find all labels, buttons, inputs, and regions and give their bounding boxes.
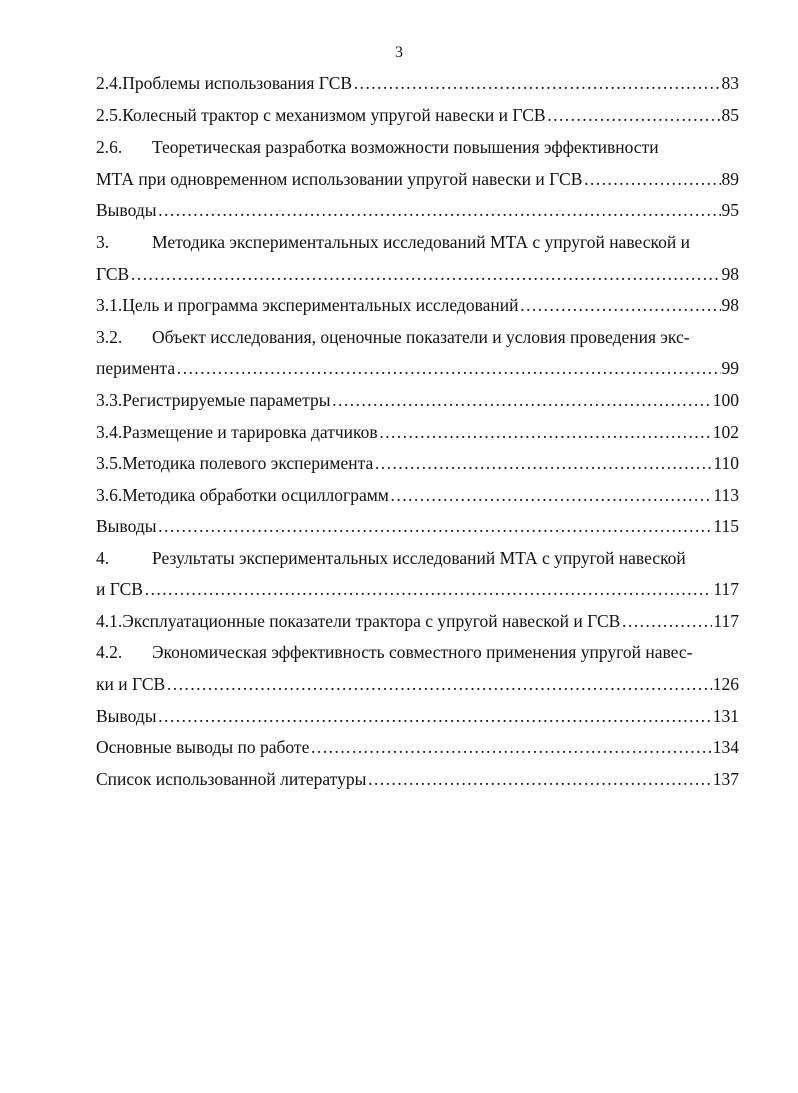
toc-entry-title: Регистрируемые параметры [122,390,331,410]
toc-leader-dots [331,389,711,411]
toc-entry-continuation [96,578,739,600]
toc-entry-title: Выводы [96,200,157,220]
toc-leader-dots [547,104,721,126]
toc-entry [96,515,739,537]
toc-entry [96,421,739,443]
toc-entry-page: 131 [712,706,739,726]
toc-entry [96,452,739,474]
toc-entry-page: 89 [721,169,739,189]
toc-entry-title: Основные выводы по работе [96,737,310,757]
toc-entry-number: 4.1. [96,611,123,631]
toc-leader-dots [353,72,720,94]
toc-entry-title: Выводы [96,516,157,536]
toc-entry [96,547,739,569]
toc-entry-page: 102 [712,422,739,442]
toc-entry-title: Результаты экспериментальных исследований МТА с упругой навеской [152,548,686,568]
toc-leader-dots [621,610,712,632]
toc-entry [96,641,739,663]
toc-entry-continuation [96,357,739,379]
toc-entry-title-cont: и ГСВ [96,579,143,599]
toc-leader-dots [374,452,712,474]
toc-entry-page: 98 [721,295,739,315]
toc-entry-title: Эксплуатационные показатели трактора с упругой навеской и ГСВ [122,611,621,631]
toc-leader-dots [390,484,713,506]
toc-entry-title: Экономическая эффективность совместного применения упругой навес- [152,642,693,662]
toc-leader-dots [310,736,711,758]
toc-entry-page: 117 [713,579,739,599]
toc-entry [96,705,739,727]
toc-leader-dots [176,357,720,379]
toc-entry-number: 3.1. [96,295,123,315]
toc-entry [96,72,739,94]
toc-entry-number: 3.3. [96,390,123,410]
toc-entry-title: Проблемы использования ГСВ [122,73,353,93]
toc-entry [96,231,739,253]
toc-entry-number: 3.5. [96,453,123,473]
toc-entry [96,736,739,758]
toc-entry-number: 4. [96,548,110,568]
toc-entry-page: 83 [721,73,739,93]
toc-entry [96,104,739,126]
toc-entry-page: 117 [713,611,739,631]
toc-entry-title-cont: ГСВ [96,264,130,284]
toc-entry-number: 4.2. [96,642,123,662]
toc-entry-title: Список использованной литературы [96,769,367,789]
toc-entry-number: 3.4. [96,422,123,442]
toc-entry-title: Цель и программа экспериментальных исследований [122,295,519,315]
toc-entry-title: Размещение и тарировка датчиков [122,422,378,442]
toc-leader-dots [367,768,711,790]
toc-entry-page: 95 [721,200,739,220]
toc-entry-title: Методика полевого эксперимента [122,453,374,473]
toc-leader-dots [157,705,711,727]
toc-entry-title-cont: МТА при одновременном использовании упругой навески и ГСВ [96,169,583,189]
toc-entry-page: 134 [712,737,739,757]
toc-entry-title: Колесный трактор с механизмом упругой навески и ГСВ [122,105,546,125]
toc-entry-number: 2.6. [96,137,123,157]
toc-leader-dots [519,294,720,316]
toc-entry-page: 99 [721,358,739,378]
toc-leader-dots [144,578,712,600]
toc-entry-number: 3.2. [96,327,123,347]
toc-entry [96,136,739,158]
toc-entry-title-cont: ки и ГСВ [96,674,166,694]
toc-entry [96,768,739,790]
toc-entry [96,610,739,632]
toc-entry [96,294,739,316]
toc-leader-dots [130,263,720,285]
toc-entry-title: Выводы [96,706,157,726]
toc-entry-page: 115 [713,516,739,536]
toc-entry-page: 100 [712,390,739,410]
toc-leader-dots [583,168,720,190]
toc-entry [96,326,739,348]
toc-entry-page: 113 [713,485,739,505]
toc-entry-number: 2.5. [96,105,123,125]
toc-entry-title: Теоретическая разработка возможности повышения эффективности [152,137,659,157]
page-number: 3 [395,44,403,61]
toc-leader-dots [166,673,712,695]
toc-entry-title-cont: перимента [96,358,176,378]
toc-entry-continuation [96,168,739,190]
toc-entry [96,484,739,506]
toc-entry-number: 2.4. [96,73,123,93]
toc-entry-page: 137 [712,769,739,789]
toc-entry-number: 3. [96,232,110,252]
toc-entry-continuation [96,673,739,695]
toc-leader-dots [157,515,712,537]
toc-entry-page: 126 [712,674,739,694]
toc-entry-title: Методика обработки осциллограмм [122,485,389,505]
toc-entry [96,199,739,221]
toc-entry-page: 98 [721,264,739,284]
toc-entry-title: Объект исследования, оценочные показатели и условия проведения экс- [152,327,690,347]
toc-entry-title: Методика экспериментальных исследований МТА с упругой навеской и [152,232,690,252]
toc-leader-dots [157,199,720,221]
toc-entry-number: 3.6. [96,485,123,505]
toc-entry [96,389,739,411]
toc-entry-page: 110 [713,453,739,473]
toc-entry-page: 85 [721,105,739,125]
toc-leader-dots [379,421,712,443]
toc-entry-continuation [96,263,739,285]
